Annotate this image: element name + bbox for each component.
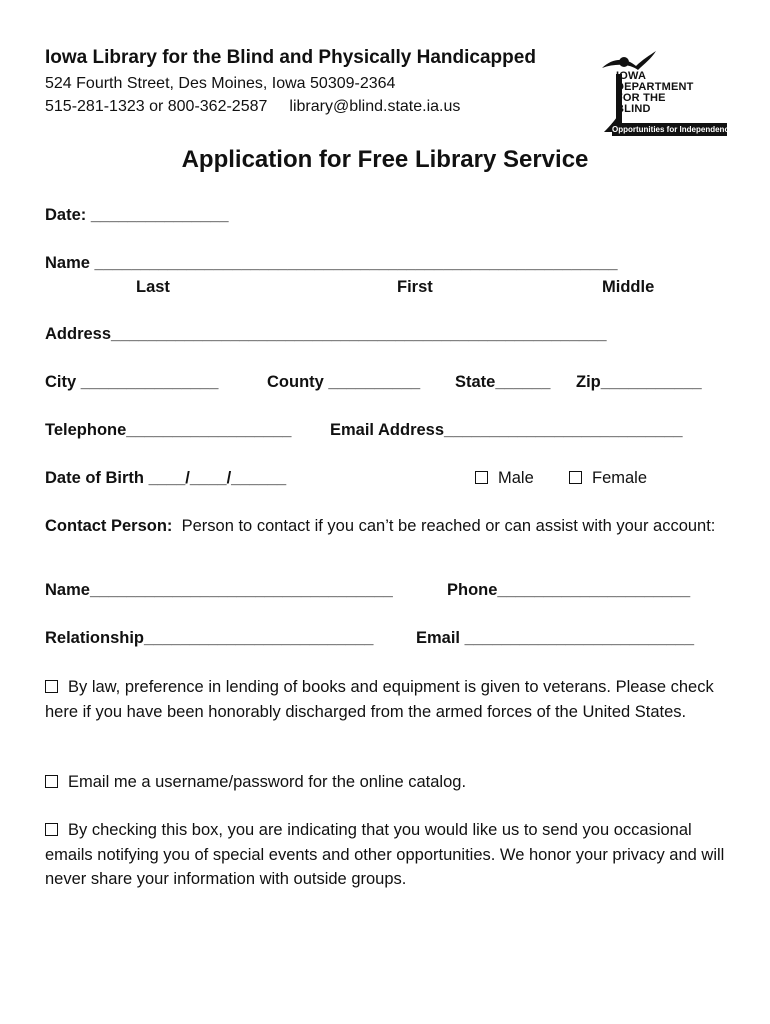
organization-address: 524 Fourth Street, Des Moines, Iowa 50309-2364 xyxy=(45,75,396,92)
form-title: Application for Free Library Service xyxy=(181,146,589,173)
department-logo xyxy=(596,48,734,140)
name-last-label: Last xyxy=(136,278,170,296)
county-field[interactable]: County __________ xyxy=(267,373,421,391)
telephone-field[interactable]: Telephone__________________ xyxy=(45,421,292,439)
female-option[interactable] xyxy=(569,469,647,488)
notify-checkbox[interactable] xyxy=(45,823,58,836)
logo-tagline: Opportunities for Independence xyxy=(612,125,734,134)
city-field[interactable]: City _______________ xyxy=(45,373,219,391)
date-of-birth-field[interactable]: Date of Birth ____/____/______ xyxy=(45,469,287,487)
veterans-checkbox[interactable] xyxy=(45,680,58,693)
contact-email-field[interactable]: Email _________________________ xyxy=(416,629,695,647)
veterans-text: By law, preference in lending of books and equipment is given to veterans. Please check here if you have been honorably discharged from the armed forces of the United States. xyxy=(45,678,714,721)
organization-name: Iowa Library for the Blind and Physically Handicapped xyxy=(45,47,536,68)
name-field[interactable]: Name _________________________________________________________ xyxy=(45,254,618,272)
name-middle-label: Middle xyxy=(602,278,655,296)
address-field[interactable]: Address______________________________________________________ xyxy=(45,325,607,343)
contact-person-section xyxy=(45,514,735,539)
organization-contact xyxy=(45,98,460,116)
catalog-text: Email me a username/password for the online catalog. xyxy=(68,773,467,791)
logo-text-line: FOR THE xyxy=(616,92,666,104)
catalog-checkbox[interactable] xyxy=(45,775,58,788)
male-option[interactable] xyxy=(475,469,534,488)
male-checkbox[interactable] xyxy=(475,471,488,484)
state-field[interactable]: State______ xyxy=(455,373,551,391)
logo-text-line: DEPARTMENT xyxy=(616,81,694,93)
date-field[interactable]: Date: _______________ xyxy=(45,206,229,224)
female-label: Female xyxy=(592,469,648,487)
relationship-field[interactable]: Relationship_________________________ xyxy=(45,629,374,647)
female-checkbox[interactable] xyxy=(569,471,582,484)
logo-text-line: IOWA xyxy=(616,70,647,82)
contact-phone-field[interactable]: Phone_____________________ xyxy=(447,581,691,599)
logo-text xyxy=(616,71,694,115)
contact-name-field[interactable]: Name_________________________________ xyxy=(45,581,393,599)
notify-option[interactable] xyxy=(45,818,735,892)
zip-field[interactable]: Zip___________ xyxy=(576,373,702,391)
organization-email: library@blind.state.ia.us xyxy=(289,98,461,115)
notify-text: By checking this box, you are indicating that you would like us to send you occasional emails notifying you of special events and other opportunities. We honor your privacy and will never share your information with outside groups. xyxy=(45,821,725,888)
name-first-label: First xyxy=(397,278,433,296)
catalog-option[interactable] xyxy=(45,770,735,795)
organization-phones: 515-281-1323 or 800-362-2587 xyxy=(45,98,268,115)
veterans-option[interactable] xyxy=(45,675,735,724)
contact-person-description: Person to contact if you can’t be reached or can assist with your account: xyxy=(181,517,716,535)
contact-person-label: Contact Person: xyxy=(45,517,173,535)
logo-text-line: BLIND xyxy=(616,103,651,115)
email-address-field[interactable]: Email Address__________________________ xyxy=(330,421,683,439)
male-label: Male xyxy=(498,469,534,487)
